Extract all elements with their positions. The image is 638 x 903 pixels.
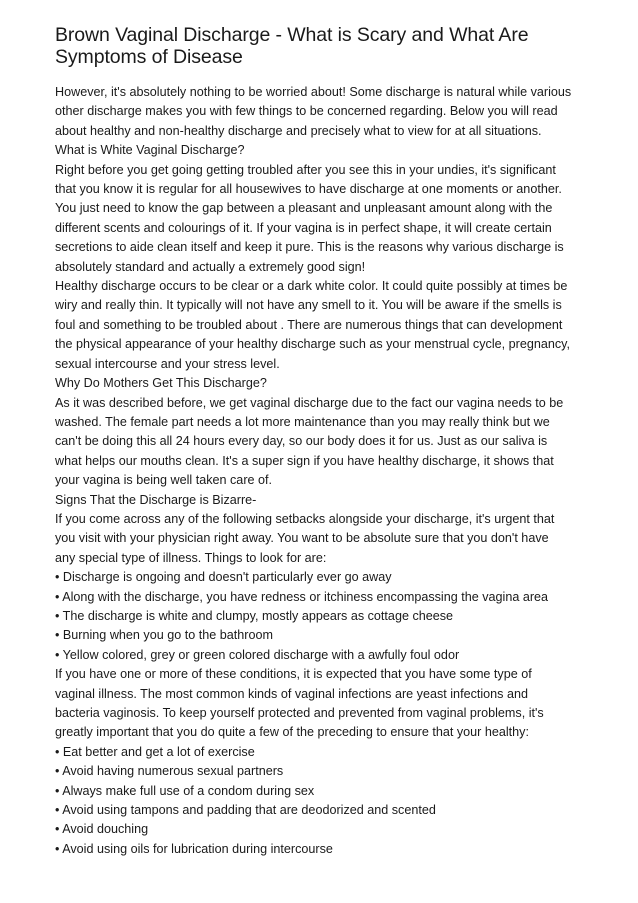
paragraph-line: secretions to aide clean itself and keep it pure. This is the reasons why various discharge is (55, 240, 564, 255)
paragraph-line: vaginal illness. The most common kinds of vaginal infections are yeast infections and (55, 686, 528, 701)
bullet-item: • Avoid using oils for lubrication during intercourse (55, 841, 333, 856)
paragraph-line: If you have one or more of these conditions, it is expected that you have some type of (55, 667, 532, 682)
bullet-item: • Along with the discharge, you have redness or itchiness encompassing the vagina area (55, 589, 549, 604)
paragraph-line: what helps our mouths clean. It's a super sign if you have healthy discharge, it shows that (55, 453, 554, 468)
bullet-item: • Eat better and get a lot of exercise (55, 744, 255, 759)
paragraph-line: absolutely standard and actually a extremely good sign! (55, 259, 366, 274)
paragraph-line: wiry and really thin. It typically will not have any smell to it. You will be aware if the smells is (55, 298, 562, 313)
section-heading: What is White Vaginal Discharge? (55, 143, 245, 158)
document-page (55, 24, 595, 859)
paragraph-line: the physical appearance of your healthy discharge such as your menstrual cycle, pregnancy, (55, 337, 570, 352)
paragraph-line: greatly important that you do quite a few of the preceding to ensure that your healthy: (55, 725, 529, 740)
paragraph-line: Right before you get going getting troubled after you see this in your undies, it's significant (55, 162, 556, 177)
paragraph-line: sexual intercourse and your stress level. (55, 356, 280, 371)
bullet-item: • Always make full use of a condom during sex (55, 783, 315, 798)
document-body (55, 83, 595, 859)
paragraph-line: you visit with your physician right away. You want to be absolute sure that you don't have (55, 531, 549, 546)
paragraph-line: bacteria vaginosis. To keep yourself protected and prevented from vaginal problems, it's (55, 706, 544, 720)
section-heading: Why Do Mothers Get This Discharge? (55, 376, 267, 391)
paragraph-line: Healthy discharge occurs to be clear or a dark white color. It could quite possibly at times be (55, 279, 568, 294)
paragraph-line: washed. The female part needs a lot more maintenance than you may really think but we (55, 414, 550, 429)
bullet-item: • Avoid having numerous sexual partners (55, 764, 284, 779)
paragraph-line: any special type of illness. Things to look for are: (55, 550, 327, 565)
bullet-item: • Discharge is ongoing and doesn't particularly ever go away (55, 570, 392, 585)
paragraph-line: You just need to know the gap between a pleasant and unpleasant amount along with the (55, 201, 553, 216)
paragraph-line: about healthy and non-healthy discharge and precisely what to view for at all situations. (55, 123, 542, 138)
bullet-item: • Yellow colored, grey or green colored discharge with a awfully foul odor (55, 647, 460, 662)
paragraph-line: other discharge makes you with few things to be concerned regarding. Below you will read (55, 104, 558, 119)
paragraph-line: foul and something to be troubled about . There are numerous things that can development (55, 317, 563, 332)
section-heading: Signs That the Discharge is Bizarre- (55, 492, 257, 507)
paragraph-line: that you know it is regular for all housewives to have discharge at one moments or another. (55, 182, 562, 197)
bullet-item: • Avoid using tampons and padding that are deodorized and scented (55, 803, 436, 818)
paragraph-line: your vagina is being well taken care of. (55, 473, 273, 488)
paragraph-line: If you come across any of the following setbacks alongside your discharge, it's urgent that (55, 511, 555, 526)
paragraph-line: However, it's absolutely nothing to be worried about! Some discharge is natural while various (55, 85, 572, 99)
title-line: Brown Vaginal Discharge - What is Scary and What Are (55, 24, 529, 46)
bullet-item: • Avoid douching (55, 822, 149, 837)
paragraph-line: As it was described before, we get vaginal discharge due to the fact our vagina needs to be (55, 395, 564, 410)
paragraph-line: can't be doing this all 24 hours every day, so our body does it for us. Just as our saliva is (55, 434, 548, 449)
paragraph-line: different scents and colourings of it. If your vagina is in perfect shape, it will create certain (55, 220, 552, 235)
bullet-item: • The discharge is white and clumpy, mostly appears as cottage cheese (55, 608, 454, 623)
bullet-item: • Burning when you go to the bathroom (55, 628, 273, 643)
page-title (55, 24, 595, 68)
title-line: Symptoms of Disease (55, 46, 243, 68)
